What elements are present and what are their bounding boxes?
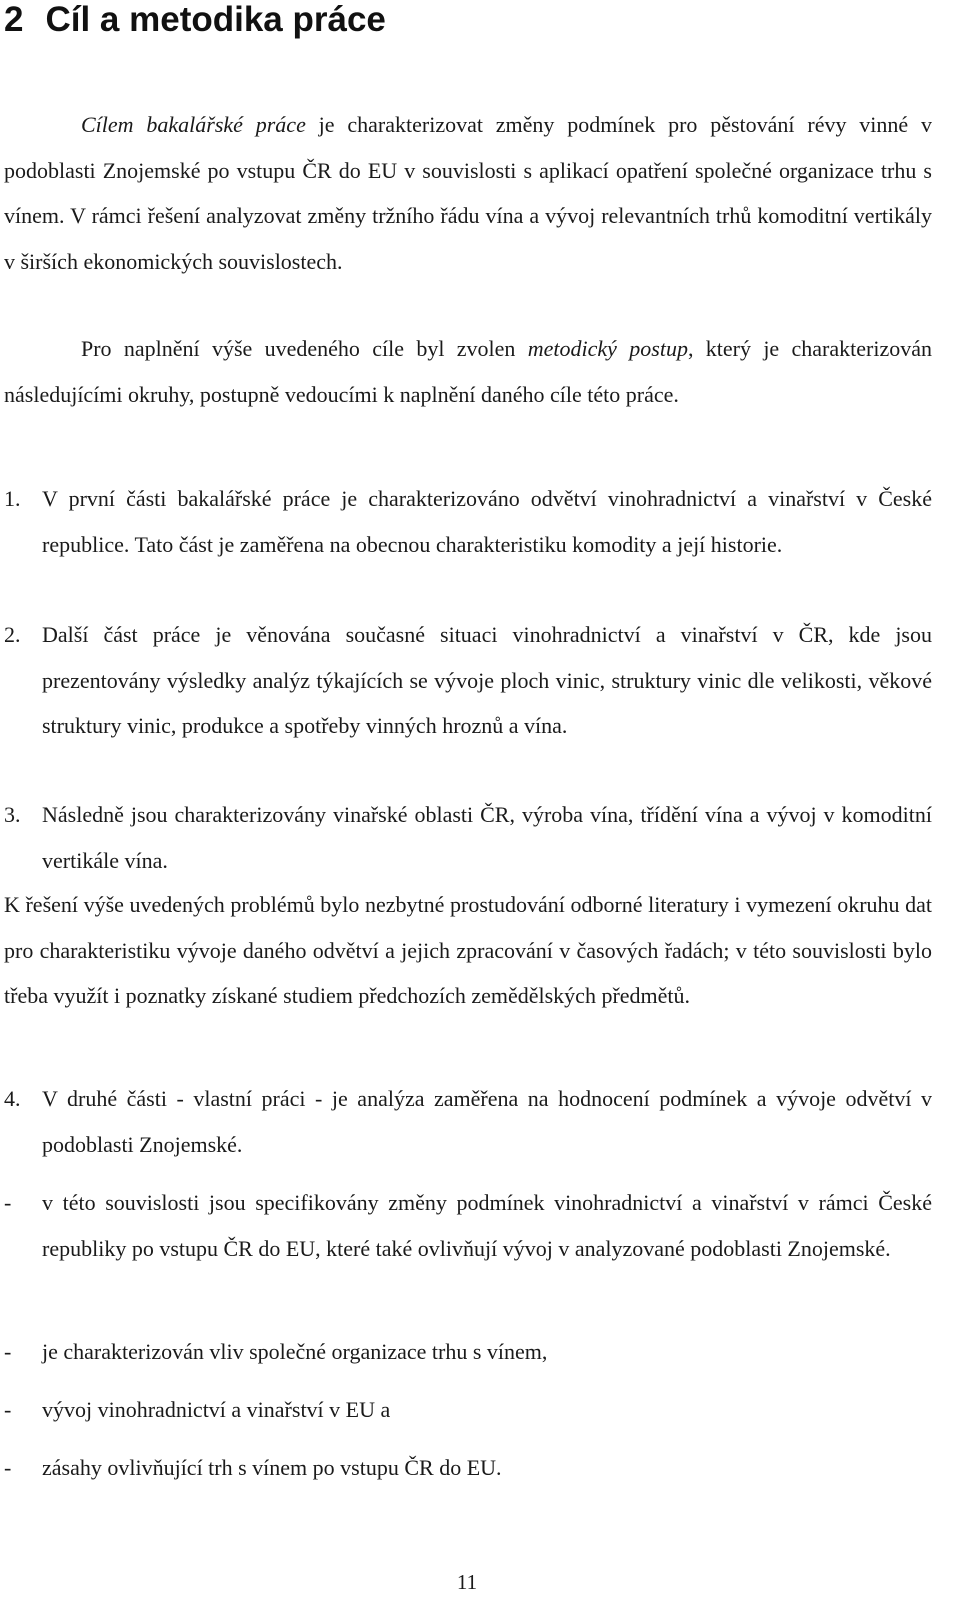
dash-item-3 — [4, 1387, 932, 1433]
method-paragraph — [4, 326, 932, 417]
step-text: V první části bakalářské práce je charakterizováno odvětví vinohradnictví a vinařství v České republice. Tato část je zaměřena na obecnou charakteristiku komodity a její historie. — [42, 486, 932, 557]
step-marker: 4. — [4, 1086, 21, 1111]
chapter-heading — [4, 0, 386, 40]
dash-item-1 — [4, 1180, 932, 1271]
step-text: Následně jsou charakterizovány vinařské oblasti ČR, výroba vína, třídění vína a vývoj v komoditní vertikále vína. — [42, 802, 932, 873]
dash-item-4 — [4, 1445, 932, 1491]
dash-marker: - — [4, 1190, 12, 1215]
dash-marker: - — [4, 1455, 12, 1480]
dash-text: v této souvislosti jsou specifikovány změny podmínek vinohradnictví a vinařství v rámci České republiky po vstupu ČR do EU, které také ovlivňují vývoj v analyzované podoblasti Znojemské. — [42, 1190, 932, 1261]
step-text: V druhé části - vlastní práci - je analýza zaměřena na hodnocení podmínek a vývoje odvětví v podoblasti Znojemské. — [42, 1086, 932, 1157]
chapter-title: Cíl a metodika práce — [45, 0, 386, 39]
dash-marker: - — [4, 1397, 12, 1422]
method-text-after: , který je charakterizován následujícími okruhy, postupně vedoucími k naplnění daného cíle této práce. — [4, 336, 932, 407]
literature-paragraph: K řešení výše uvedených problémů bylo nezbytné prostudování odborné literatury i vymezení okruhu dat pro charakteristiku vývoje daného odvětví a jejich zpracování v časových řadách; v této souvislosti bylo třeba využít i poznatky získané studiem předchozích zemědělských předmětů. — [4, 892, 932, 1009]
intro-text: je charakterizovat změny podmínek pro pěstování révy vinné v podoblasti Znojemské po vstupu ČR do EU v souvislosti s aplikací opatření společné organizace trhu s vínem. V rámci řešení analyzovat změny tržního řádu vína a vývoj relevantních trhů komoditní vertikály v širších ekonomických souvislostech. — [4, 112, 933, 274]
step-marker: 3. — [4, 802, 21, 827]
dash-text: je charakterizován vliv společné organizace trhu s vínem, — [42, 1339, 548, 1364]
intro-paragraph — [4, 102, 932, 284]
step-item-1 — [4, 476, 932, 567]
chapter-number: 2 — [4, 0, 24, 39]
step-item-3 — [4, 792, 932, 883]
step-item-4 — [4, 1076, 932, 1167]
intro-lead-italic: Cílem bakalářské práce — [81, 112, 306, 137]
step-text: Další část práce je věnována současné situaci vinohradnictví a vinařství v ČR, kde jsou prezentovány výsledky analýz týkajících se vývoje ploch vinic, struktury vinic dle velikosti, věkové struktury vinic, produkce a spotřeby vinných hroznů a vína. — [42, 622, 932, 739]
dash-marker: - — [4, 1339, 12, 1364]
dash-text: vývoj vinohradnictví a vinařství v EU a — [42, 1397, 391, 1422]
step-marker: 1. — [4, 486, 21, 511]
page-number: 11 — [456, 1570, 478, 1594]
step-item-2 — [4, 612, 932, 749]
method-italic: metodický postup — [527, 336, 688, 361]
method-text-before: Pro naplnění výše uvedeného cíle byl zvolen — [81, 336, 528, 361]
dash-item-2 — [4, 1329, 932, 1375]
step-marker: 2. — [4, 622, 21, 647]
dash-text: zásahy ovlivňující trh s vínem po vstupu ČR do EU. — [42, 1455, 502, 1480]
